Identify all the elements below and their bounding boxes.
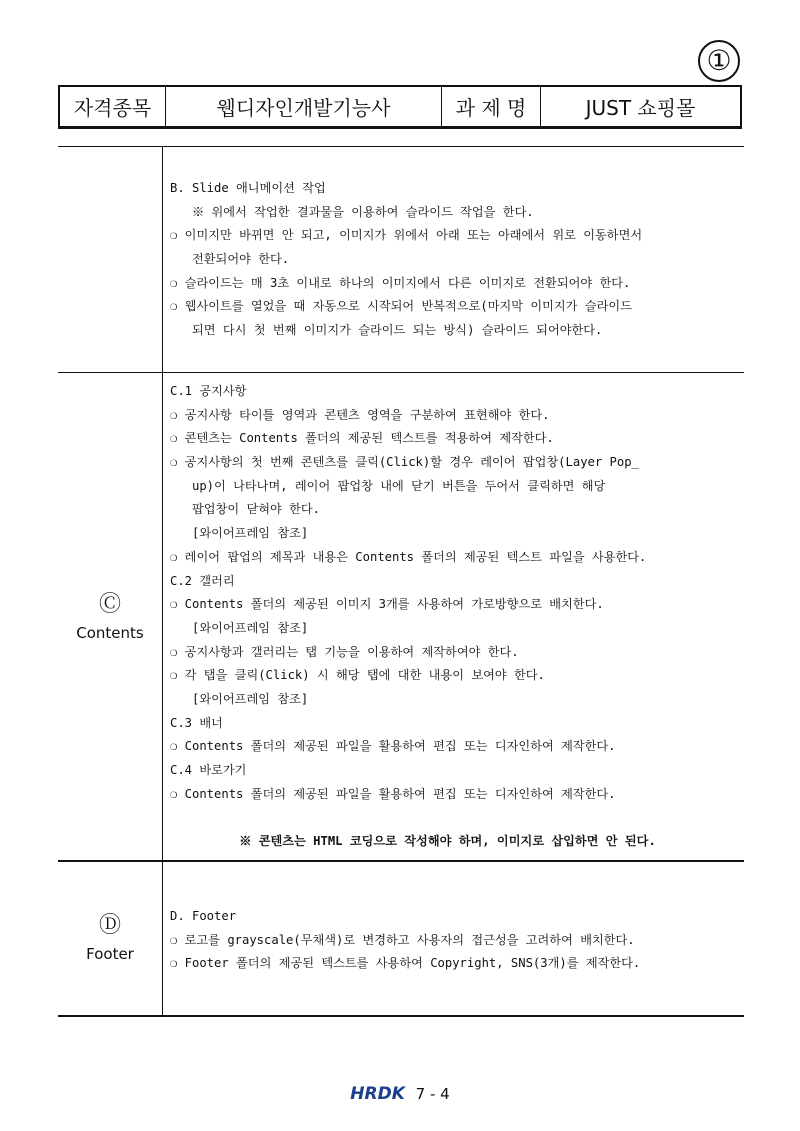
section-c-line: [와이어프레임 참조] — [170, 526, 309, 541]
section-c-line — [170, 806, 745, 830]
column-divider — [162, 146, 163, 1016]
section-c-line: ❍ 공지사항의 첫 번째 콘텐츠를 클릭(Click)할 경우 레이어 팝업창(Layer Pop_ — [170, 455, 639, 470]
section-c-line: ❍ 각 탭을 클릭(Click) 시 해당 탭에 대한 내용이 보여야 한다. — [170, 668, 545, 683]
section-c-line: ❍ 공지사항 타이틀 영역과 콘텐츠 영역을 구분하여 표현해야 한다. — [170, 407, 550, 422]
hrdk-logo: HRDK — [350, 1084, 405, 1104]
section-c-line: ❍ Contents 폴더의 제공된 이미지 3개를 사용하여 가로방향으로 배치한다. — [170, 597, 604, 612]
section-c-line: C.1 공지사항 — [170, 384, 247, 398]
page-number-circle: ① — [698, 40, 740, 82]
section-b-line: ※ 위에서 작업한 결과물을 이용하여 슬라이드 작업을 한다. — [170, 204, 534, 219]
section-c-line: 팝업창이 닫혀야 한다. — [170, 502, 320, 517]
section-b-line: ❍ 웹사이트를 열었을 때 자동으로 시작되어 반복적으로(마지막 이미지가 슬라이드 — [170, 299, 632, 314]
section-d-symbol: Ⓓ — [98, 913, 121, 938]
section-c-label — [58, 592, 162, 644]
header-field-value: 웹디자인개발기능사 — [166, 87, 442, 126]
page-indicator: 7 - 4 — [415, 1085, 450, 1103]
table-top-border — [58, 146, 744, 147]
section-c-line: ❍ 콘텐츠는 Contents 폴더의 제공된 텍스트를 적용하여 제작한다. — [170, 431, 554, 446]
section-b-line: 전환되어야 한다. — [170, 252, 290, 267]
section-b-line: B. Slide 애니메이션 작업 — [170, 181, 326, 195]
section-c-line: C.4 바로가기 — [170, 763, 247, 777]
section-c-content — [170, 380, 745, 854]
row-divider-c-d — [58, 860, 744, 862]
table-bottom-border — [58, 1015, 744, 1017]
section-d-line: D. Footer — [170, 909, 237, 923]
section-b-line: ❍ 이미지만 바뀌면 안 되고, 이미지가 위에서 아래 또는 아래에서 위로 이동하면서 — [170, 228, 643, 243]
section-c-line: ❍ Contents 폴더의 제공된 파일을 활용하여 편집 또는 디자인하여 제작한다. — [170, 739, 616, 754]
section-c-note: ※ 콘텐츠는 HTML 코딩으로 작성해야 하며, 이미지로 삽입하면 안 된다. — [239, 834, 656, 849]
section-c-line: C.2 갤러리 — [170, 573, 235, 588]
section-d-content — [170, 905, 745, 976]
section-c-line: ❍ 공지사항과 갤러리는 탭 기능을 이용하여 제작하여야 한다. — [170, 644, 519, 659]
section-c-line: up)이 나타나며, 레이어 팝업창 내에 닫기 버튼을 두어서 클릭하면 해당 — [170, 478, 606, 493]
row-divider-b-c — [58, 372, 744, 373]
section-b-line: ❍ 슬라이드는 매 3초 이내로 하나의 이미지에서 다른 이미지로 전환되어야 한다. — [170, 275, 631, 290]
section-d-line: ❍ Footer 폴더의 제공된 텍스트를 사용하여 Copyright, SNS(3개)를 제작한다. — [170, 956, 641, 971]
section-c-line: [와이어프레임 참조] — [170, 620, 309, 635]
section-c-line: ❍ 레이어 팝업의 제목과 내용은 Contents 폴더의 제공된 텍스트 파일을 사용한다. — [170, 549, 647, 564]
section-c-line: [와이어프레임 참조] — [170, 691, 309, 706]
section-b-content — [170, 177, 745, 343]
header-field-label: 자격종목 — [60, 87, 166, 126]
section-c-line: C.3 배너 — [170, 715, 223, 730]
header-task-value: JUST 쇼핑몰 — [585, 96, 696, 120]
title-header-table — [58, 85, 742, 129]
section-d-label — [58, 913, 162, 965]
section-c-title: Contents — [76, 624, 144, 642]
section-c-line: ❍ Contents 폴더의 제공된 파일을 활용하여 편집 또는 디자인하여 제작한다. — [170, 786, 616, 801]
page-footer — [0, 1084, 800, 1104]
section-b-line: 되면 다시 첫 번째 이미지가 슬라이드 되는 방식) 슬라이드 되어야한다. — [170, 323, 603, 338]
section-d-line: ❍ 로고를 grayscale(무채색)로 변경하고 사용자의 접근성을 고려하여 배치한다. — [170, 932, 635, 947]
section-d-title: Footer — [86, 945, 134, 963]
header-task-label: 과 제 명 — [442, 87, 541, 126]
section-c-symbol: Ⓒ — [98, 592, 121, 617]
